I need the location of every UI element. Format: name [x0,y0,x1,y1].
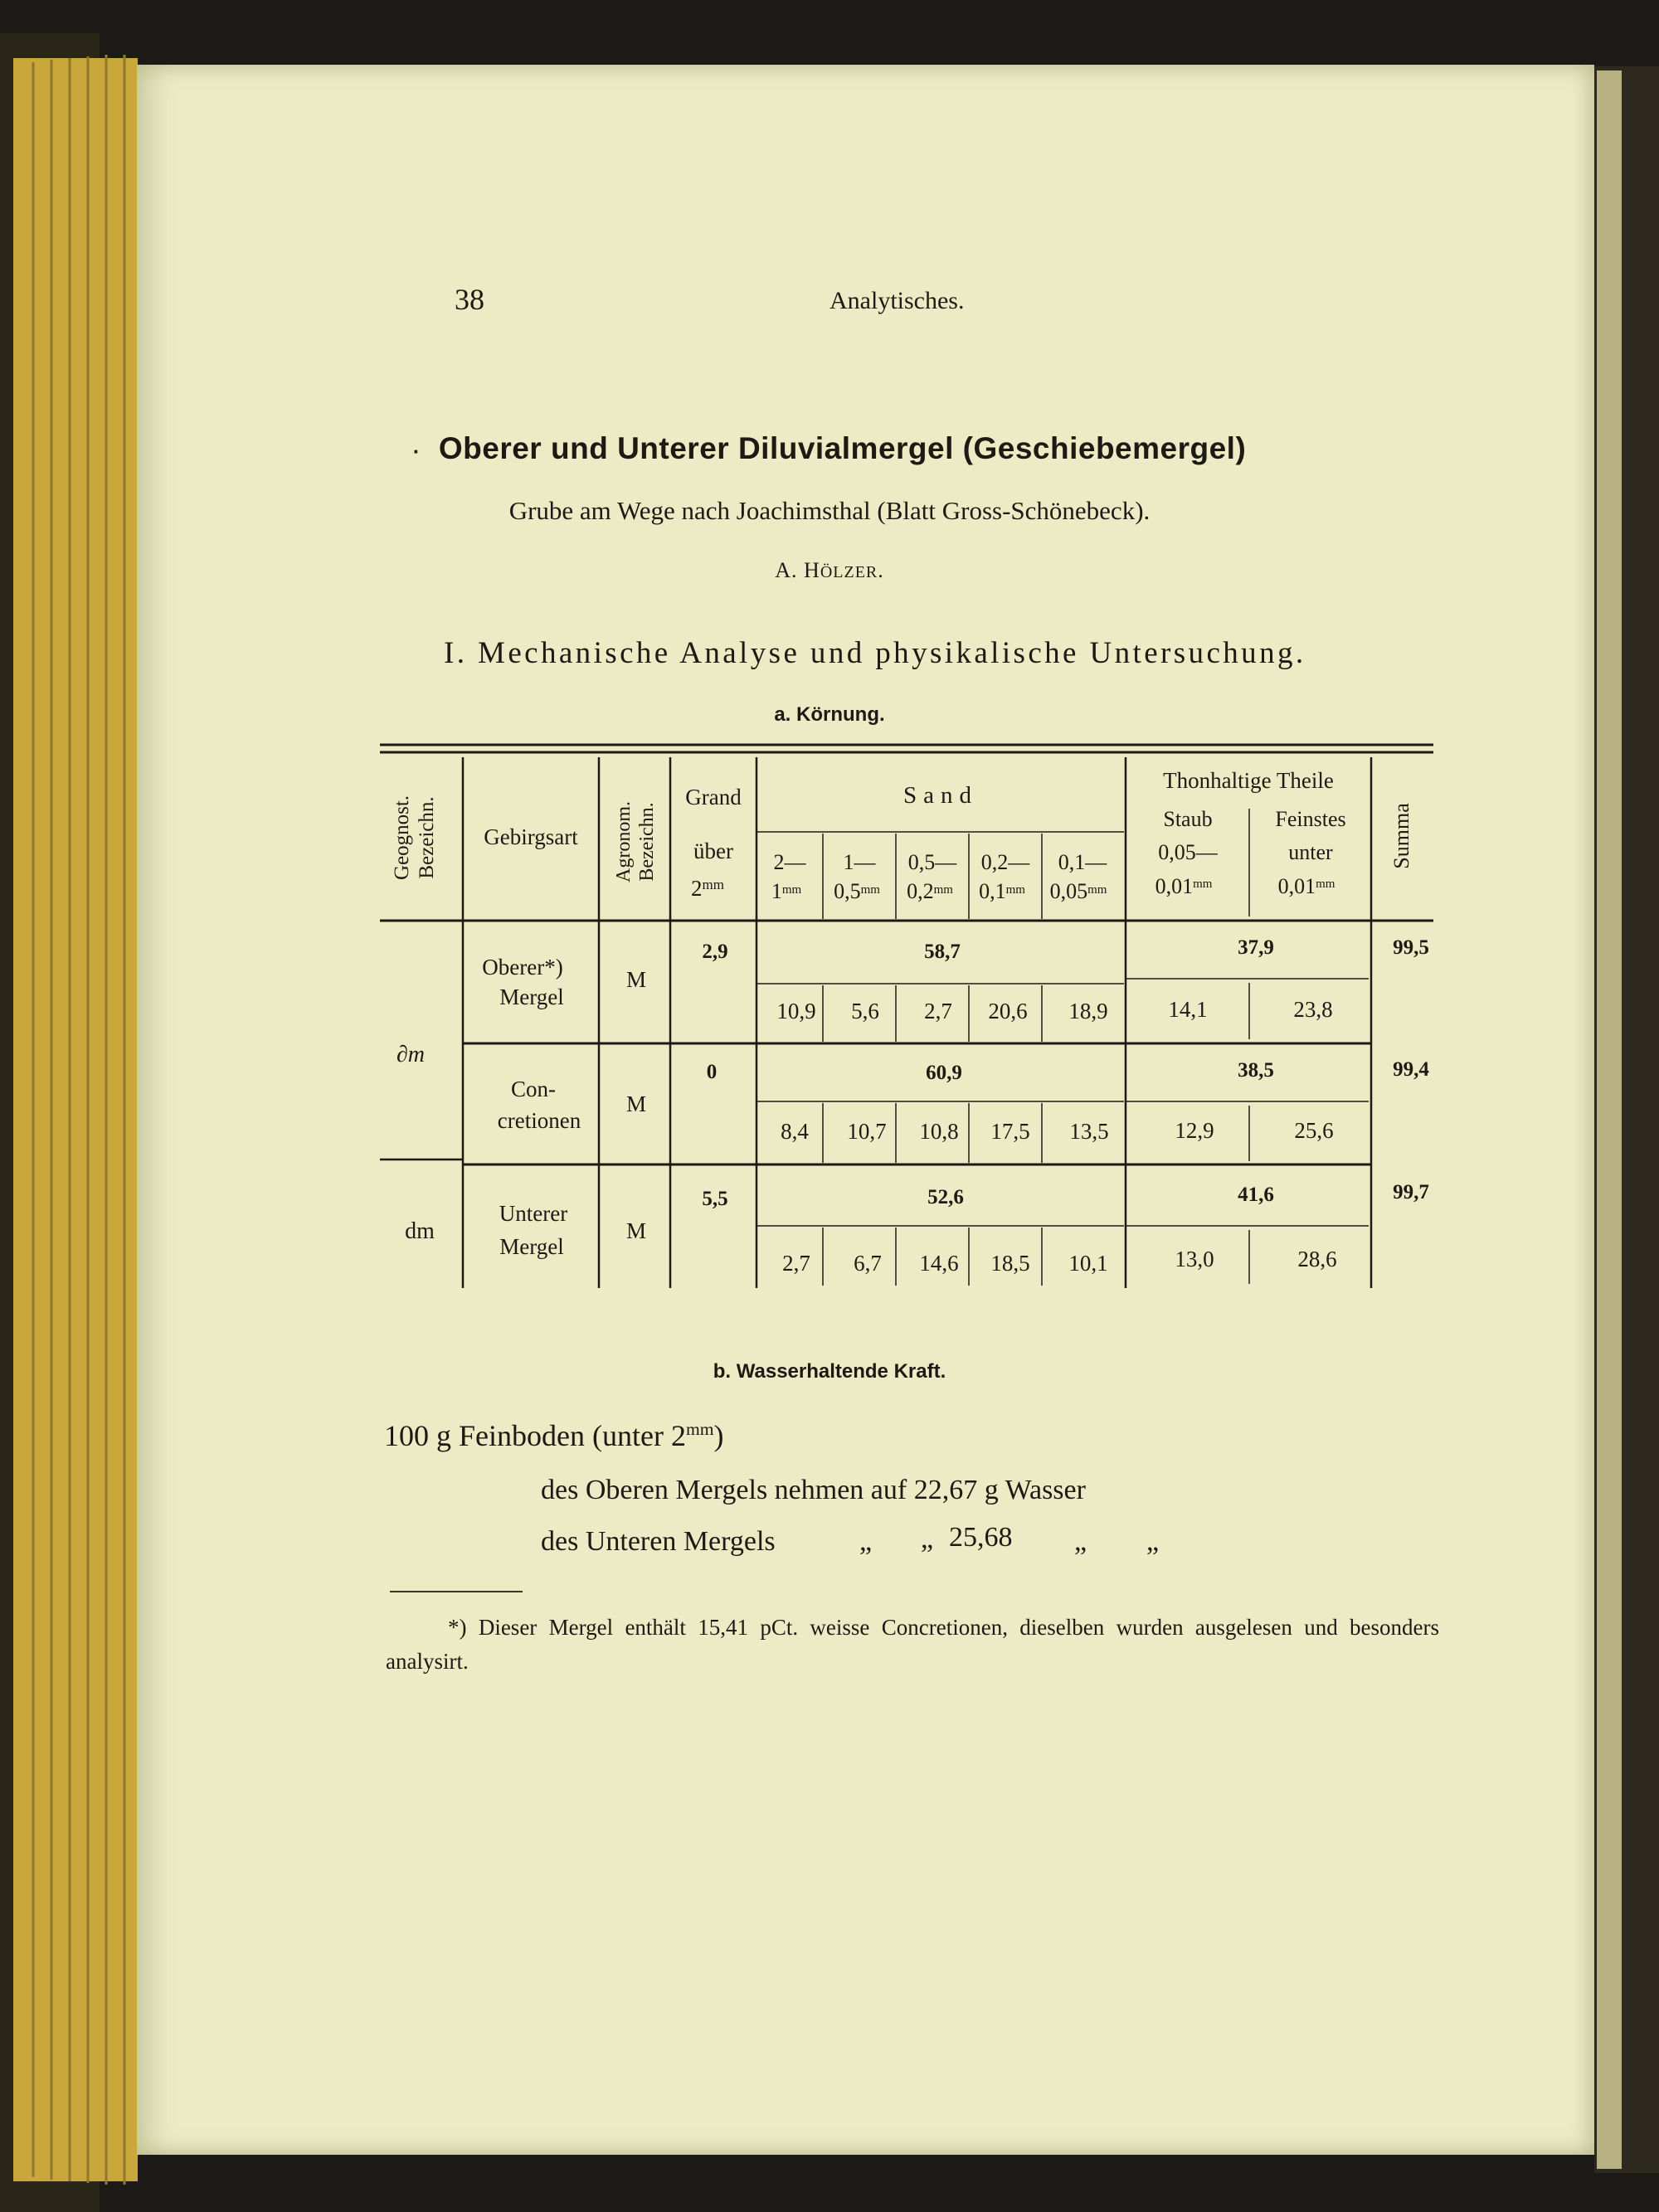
cell-summa: 99,4 [1393,1058,1429,1081]
cell-feinstes: 23,8 [1293,997,1333,1022]
header-feinstes: Feinstes unter $0,01^{mm}$ [1275,807,1346,898]
title-mark: · [412,439,421,464]
sand-col-header: 2— [773,850,806,874]
header-sand: Sand [903,782,978,809]
sand-col-header-lower: $0,05^{mm}$ [1049,879,1107,903]
cell-agronom: M [625,1091,647,1116]
cell-sand-fraction: 6,7 [854,1251,882,1276]
cell-sand-fraction: 10,8 [919,1119,959,1144]
header-staub: Staub 0,05— $0,01^{mm}$ [1155,807,1218,898]
running-title: Analytisches. [830,287,965,314]
cell-grand: 0 [706,1061,718,1083]
cell-sand-fraction: 18,5 [990,1251,1030,1276]
subsection-a-heading: a. Körnung. [774,703,885,726]
water-unterer-label: des Unteren Mergels [541,1526,776,1557]
cell-sand-fraction: 8,4 [781,1119,809,1144]
cell-sand-fraction: 20,6 [988,999,1028,1023]
sand-col-header: 1— [843,850,876,874]
cell-sand-fraction: 10,7 [847,1119,887,1144]
ditto-mark: „ [921,1524,934,1554]
cell-gebirgsart: Unterer Mergel [499,1201,568,1259]
header-grand: Grand über $2^{mm}$ [685,785,742,901]
cell-summa: 99,5 [1393,936,1429,959]
cell-feinstes: 28,6 [1297,1247,1337,1271]
cell-sand-fraction: 10,1 [1068,1251,1108,1276]
header-geognost: Geognost. Bezeichn. [391,795,438,881]
cell-gebirgsart: Oberer*) Mergel [482,955,564,1009]
cell-sand-total: 60,9 [926,1062,962,1084]
header-summa: Summa [1389,803,1413,869]
header-agronom: Agronom.Bezeichn. [613,801,658,882]
cell-sand-fraction: 18,9 [1068,999,1108,1023]
sand-col-header: 0,5— [907,850,957,874]
cell-grand: 2,9 [702,941,728,963]
cell-geognost: dm [405,1218,435,1244]
cell-staub: 12,9 [1175,1118,1214,1143]
header-gebirgsart: Gebirgsart [484,824,578,849]
cell-sand-fraction: 14,6 [919,1251,959,1276]
footnote: *) Dieser Mergel enthält 15,41 pCt. weisse Concretionen, dieselben wurden ausgelesen und besonders analysirt. [386,1615,1439,1674]
cell-sand-fraction: 13,5 [1069,1119,1109,1144]
cell-summa: 99,7 [1393,1181,1429,1203]
cell-grand: 5,5 [702,1188,728,1210]
cell-thon-total: 41,6 [1238,1184,1274,1206]
sand-col-header-lower: $1^{mm}$ [771,879,802,903]
table-row [397,1042,1429,1144]
cell-staub: 13,0 [1175,1247,1214,1271]
cell-sand-fraction: 2,7 [782,1251,810,1276]
table-row [482,936,1429,1023]
sand-col-header-lower: $0,5^{mm}$ [834,879,880,903]
water-oberer-line: des Oberen Mergels nehmen auf 22,67 g Wasser [541,1475,1086,1505]
header-thonhaltige: Thonhaltige Theile [1163,768,1334,793]
subtitle: Grube am Wege nach Joachimsthal (Blatt Gross-Schönebeck). [508,496,1151,525]
page-number: 38 [455,283,484,316]
cell-staub: 14,1 [1168,997,1208,1022]
ditto-mark: „ [859,1526,873,1557]
cell-sand-total: 58,7 [924,941,961,963]
cell-feinstes: 25,6 [1294,1118,1334,1143]
cell-gebirgsart: Con-cretionen [497,1077,581,1133]
author: A. HÖLZER. [775,558,884,582]
cell-sand-fraction: 2,7 [924,999,952,1023]
cell-agronom: M [625,967,647,992]
table-row [405,1181,1429,1276]
sand-fraction-headers [771,850,1107,903]
section-heading: I. Mechanische Analyse und physikalische Untersuchung. [444,636,1306,670]
cell-sand-total: 52,6 [927,1186,964,1208]
main-title-text: Oberer und Unterer Diluvialmergel (Geschiebemergel) [438,431,1247,465]
cell-thon-total: 38,5 [1238,1059,1274,1082]
footnote-rule [390,1591,523,1592]
cell-sand-fraction: 5,6 [851,999,879,1023]
cell-sand-fraction: 17,5 [990,1119,1030,1144]
sand-col-header-lower: $0,1^{mm}$ [979,879,1025,903]
sand-col-header: 0,2— [980,850,1030,874]
water-unterer-value: 25,68 [949,1522,1013,1553]
cell-agronom: M [625,1218,647,1243]
subsection-b-heading: b. Wasserhaltende Kraft. [713,1360,946,1383]
cell-sand-fraction: 10,9 [776,999,816,1023]
sand-col-header-lower: $0,2^{mm}$ [907,879,953,903]
ditto-mark: „ [1074,1526,1087,1557]
cell-thon-total: 37,9 [1238,936,1274,959]
cell-geognost: ∂m [396,1042,426,1067]
ditto-mark: „ [1146,1526,1160,1557]
water-intro: 100 g Feinboden (unter $2^{mm}$) [384,1419,724,1452]
sand-col-header: 0,1— [1058,850,1107,874]
